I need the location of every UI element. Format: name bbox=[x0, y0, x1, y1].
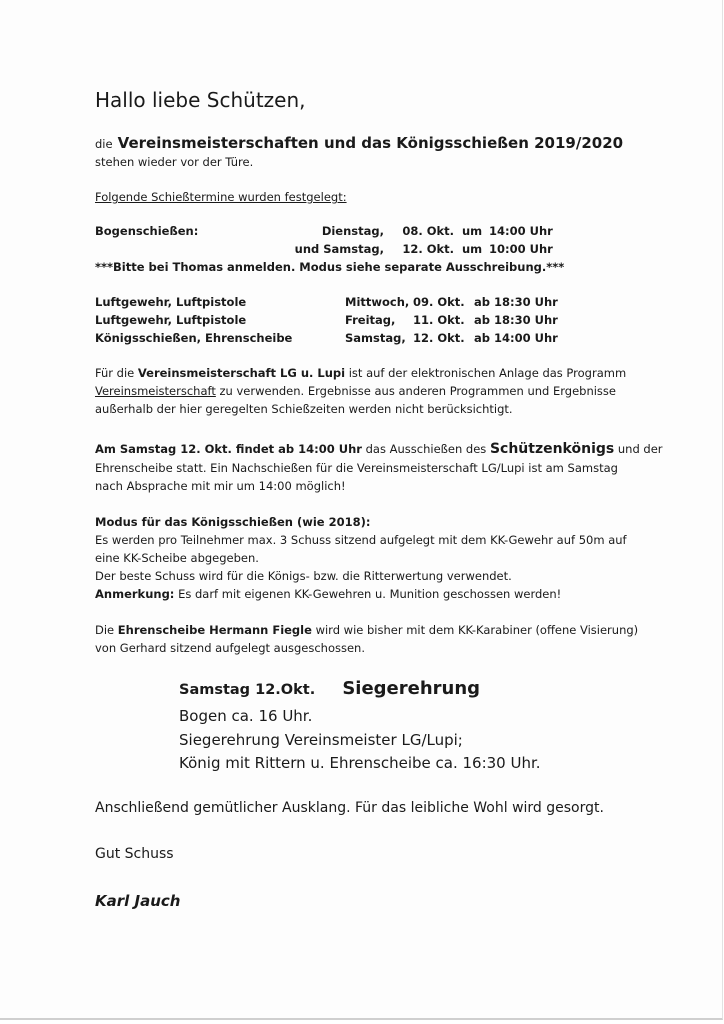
para1-text: zu verwenden. Ergebnisse aus anderen Programmen und Ergebnisse bbox=[219, 384, 616, 398]
para2-bold: Am Samstag 12. Okt. findet ab 14:00 Uhr bbox=[95, 442, 362, 456]
bogen-time-1: 14:00 Uhr bbox=[489, 224, 553, 238]
siegerehrung-date: Samstag 12.Okt. bbox=[179, 682, 316, 698]
ehren-text: Die bbox=[95, 623, 115, 637]
schedule-date-1: 09. Okt. bbox=[413, 295, 465, 309]
bogen-date-1: 08. Okt. bbox=[402, 224, 454, 238]
greeting: Hallo liebe Schützen, bbox=[95, 88, 306, 112]
modus-line4 bbox=[95, 587, 561, 601]
para1-line1 bbox=[95, 366, 626, 380]
para1-text: Für die bbox=[95, 366, 135, 380]
schedule-time-2: ab 18:30 Uhr bbox=[474, 313, 558, 327]
schedule-day-3: Samstag, bbox=[345, 331, 406, 345]
modus-heading: Modus für das Königsschießen (wie 2018): bbox=[95, 515, 371, 529]
modus-line3: Der beste Schuss wird für die Königs- bzw. die Ritterwertung verwendet. bbox=[95, 569, 512, 583]
para2-line3: nach Absprache mit mir um 14:00 möglich! bbox=[95, 479, 346, 493]
schedule-date-3: 12. Okt. bbox=[413, 331, 465, 345]
gut-schuss: Gut Schuss bbox=[95, 846, 174, 862]
para1-line3: außerhalb der hier geregelten Schießzeiten werden nicht berücksichtigt. bbox=[95, 402, 513, 416]
para1-line2 bbox=[95, 384, 616, 398]
intro-line bbox=[95, 133, 623, 152]
schedule-label-3: Königsschießen, Ehrenscheibe bbox=[95, 331, 293, 345]
schedule-time-1: ab 18:30 Uhr bbox=[474, 295, 558, 309]
ehren-line2: von Gerhard sitzend aufgelegt ausgeschossen. bbox=[95, 641, 366, 655]
ehren-bold: Ehrenscheibe Hermann Fiegle bbox=[117, 623, 312, 637]
intro-prefix: die bbox=[95, 137, 113, 151]
siegerehrung-heading bbox=[179, 678, 480, 699]
para2-text: und der bbox=[617, 442, 663, 456]
siegerehrung-line3: König mit Rittern u. Ehrenscheibe ca. 16:30 Uhr. bbox=[179, 754, 541, 772]
bogen-day-2: und Samstag, bbox=[294, 242, 384, 256]
para2-line1 bbox=[95, 441, 663, 457]
ehren-text: wird wie bisher mit dem KK-Karabiner (offene Visierung) bbox=[315, 623, 639, 637]
modus-line1: Es werden pro Teilnehmer max. 3 Schuss sitzend aufgelegt mit dem KK-Gewehr auf 50m auf bbox=[95, 533, 627, 547]
schedule-label-1: Luftgewehr, Luftpistole bbox=[95, 295, 247, 309]
schedule-day-1: Mittwoch, bbox=[345, 295, 410, 309]
modus-text: Es darf mit eigenen KK-Gewehren u. Munition geschossen werden! bbox=[178, 587, 562, 601]
bogen-um-2: um bbox=[462, 242, 483, 256]
para1-text: ist auf der elektronischen Anlage das Programm bbox=[348, 366, 627, 380]
para2-koenig: Schützenkönigs bbox=[489, 441, 615, 457]
bogen-note: ***Bitte bei Thomas anmelden. Modus siehe separate Ausschreibung.*** bbox=[95, 260, 565, 274]
schedule-label-2: Luftgewehr, Luftpistole bbox=[95, 313, 247, 327]
bogen-um-1: um bbox=[462, 224, 483, 238]
bogen-date-2: 12. Okt. bbox=[402, 242, 454, 256]
para2-text: das Ausschießen des bbox=[365, 442, 487, 456]
siegerehrung-line2: Siegerehrung Vereinsmeister LG/Lupi; bbox=[179, 731, 463, 749]
modus-anmerkung: Anmerkung: bbox=[95, 587, 175, 601]
closing-line: Anschließend gemütlicher Ausklang. Für das leibliche Wohl wird gesorgt. bbox=[95, 800, 604, 816]
modus-line2: eine KK-Scheibe abgegeben. bbox=[95, 551, 259, 565]
schedule-time-3: ab 14:00 Uhr bbox=[474, 331, 558, 345]
para2-line2: Ehrenscheibe statt. Ein Nachschießen für die Vereinsmeisterschaft LG/Lupi ist am Samstag bbox=[95, 461, 618, 475]
bogen-label: Bogenschießen: bbox=[95, 224, 199, 238]
siegerehrung-line1: Bogen ca. 16 Uhr. bbox=[179, 707, 313, 725]
para1-bold: Vereinsmeisterschaft LG u. Lupi bbox=[137, 366, 346, 380]
signature-name: Karl Jauch bbox=[95, 892, 181, 910]
schedule-heading: Folgende Schießtermine wurden festgelegt: bbox=[95, 190, 347, 204]
schedule-day-2: Freitag, bbox=[345, 313, 396, 327]
siegerehrung-title: Siegerehrung bbox=[342, 678, 481, 699]
intro-line2: stehen wieder vor der Türe. bbox=[95, 155, 254, 169]
bogen-day-1: Dienstag, bbox=[321, 224, 384, 238]
para1-underlined: Vereinsmeisterschaft bbox=[95, 384, 216, 398]
schedule-date-2: 11. Okt. bbox=[413, 313, 465, 327]
ehren-line1 bbox=[95, 623, 638, 637]
intro-title: Vereinsmeisterschaften und das Königsschießen 2019/2020 bbox=[117, 134, 624, 152]
bogen-time-2: 10:00 Uhr bbox=[489, 242, 553, 256]
